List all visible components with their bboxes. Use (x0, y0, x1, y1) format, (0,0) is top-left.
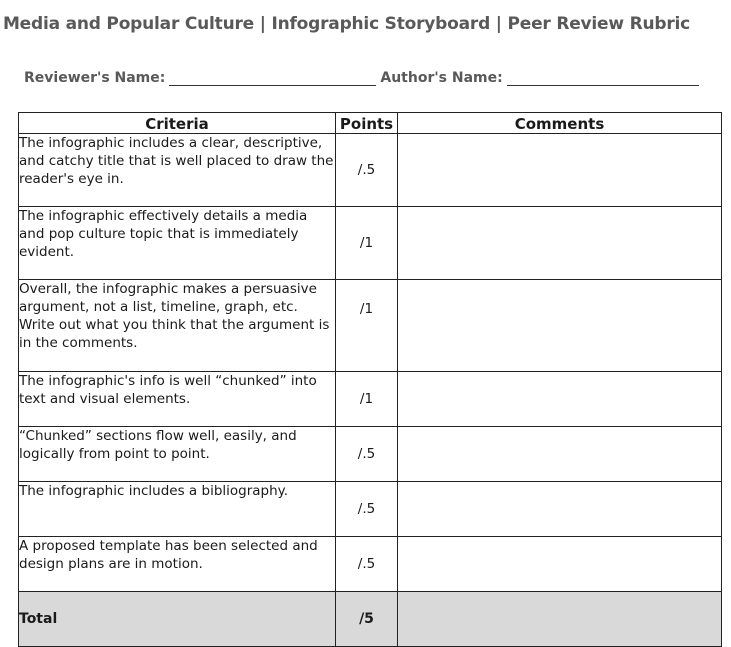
table-row (19, 427, 722, 482)
comments-header: Comments (398, 113, 722, 134)
comments-cell[interactable] (398, 482, 722, 537)
points-cell: /.5 (336, 482, 398, 537)
total-comments-cell[interactable] (398, 592, 722, 647)
table-row (19, 134, 722, 207)
table-header-row (19, 113, 722, 134)
comments-cell[interactable] (398, 537, 722, 592)
total-label: Total (19, 592, 336, 647)
comments-cell[interactable] (398, 134, 722, 207)
points-header: Points (336, 113, 398, 134)
author-name-label: Author's Name: (380, 70, 503, 86)
comments-cell[interactable] (398, 207, 722, 280)
points-cell: /.5 (336, 427, 398, 482)
points-cell: /1 (336, 372, 398, 427)
comments-cell[interactable] (398, 427, 722, 482)
points-cell: /1 (336, 280, 398, 372)
criteria-cell: The infographic's info is well “chunked” into text and visual elements. (19, 372, 336, 427)
points-cell: /.5 (336, 537, 398, 592)
criteria-cell: Overall, the infographic makes a persuasive argument, not a list, timeline, graph, etc. Write out what you think that the argument is in the comments. (19, 280, 336, 372)
name-fields (24, 64, 699, 86)
criteria-cell: The infographic includes a clear, descriptive, and catchy title that is well placed to draw the reader's eye in. (19, 134, 336, 207)
table-row (19, 482, 722, 537)
criteria-cell: “Chunked” sections flow well, easily, and logically from point to point. (19, 427, 336, 482)
document-title: Media and Popular Culture | Infographic Storyboard | Peer Review Rubric (2, 14, 691, 34)
rubric-table (18, 112, 722, 647)
author-name-line[interactable] (507, 69, 699, 86)
total-points: /5 (336, 592, 398, 647)
criteria-cell: The infographic includes a bibliography. (19, 482, 336, 537)
points-cell: /.5 (336, 134, 398, 207)
table-row (19, 372, 722, 427)
table-row (19, 537, 722, 592)
comments-cell[interactable] (398, 280, 722, 372)
table-row (19, 207, 722, 280)
table-row (19, 280, 722, 372)
criteria-header: Criteria (19, 113, 336, 134)
criteria-cell: A proposed template has been selected and design plans are in motion. (19, 537, 336, 592)
total-row (19, 592, 722, 647)
points-cell: /1 (336, 207, 398, 280)
reviewer-name-label: Reviewer's Name: (24, 70, 166, 86)
criteria-cell: The infographic effectively details a media and pop culture topic that is immediately evident. (19, 207, 336, 280)
reviewer-name-line[interactable] (169, 69, 376, 86)
comments-cell[interactable] (398, 372, 722, 427)
